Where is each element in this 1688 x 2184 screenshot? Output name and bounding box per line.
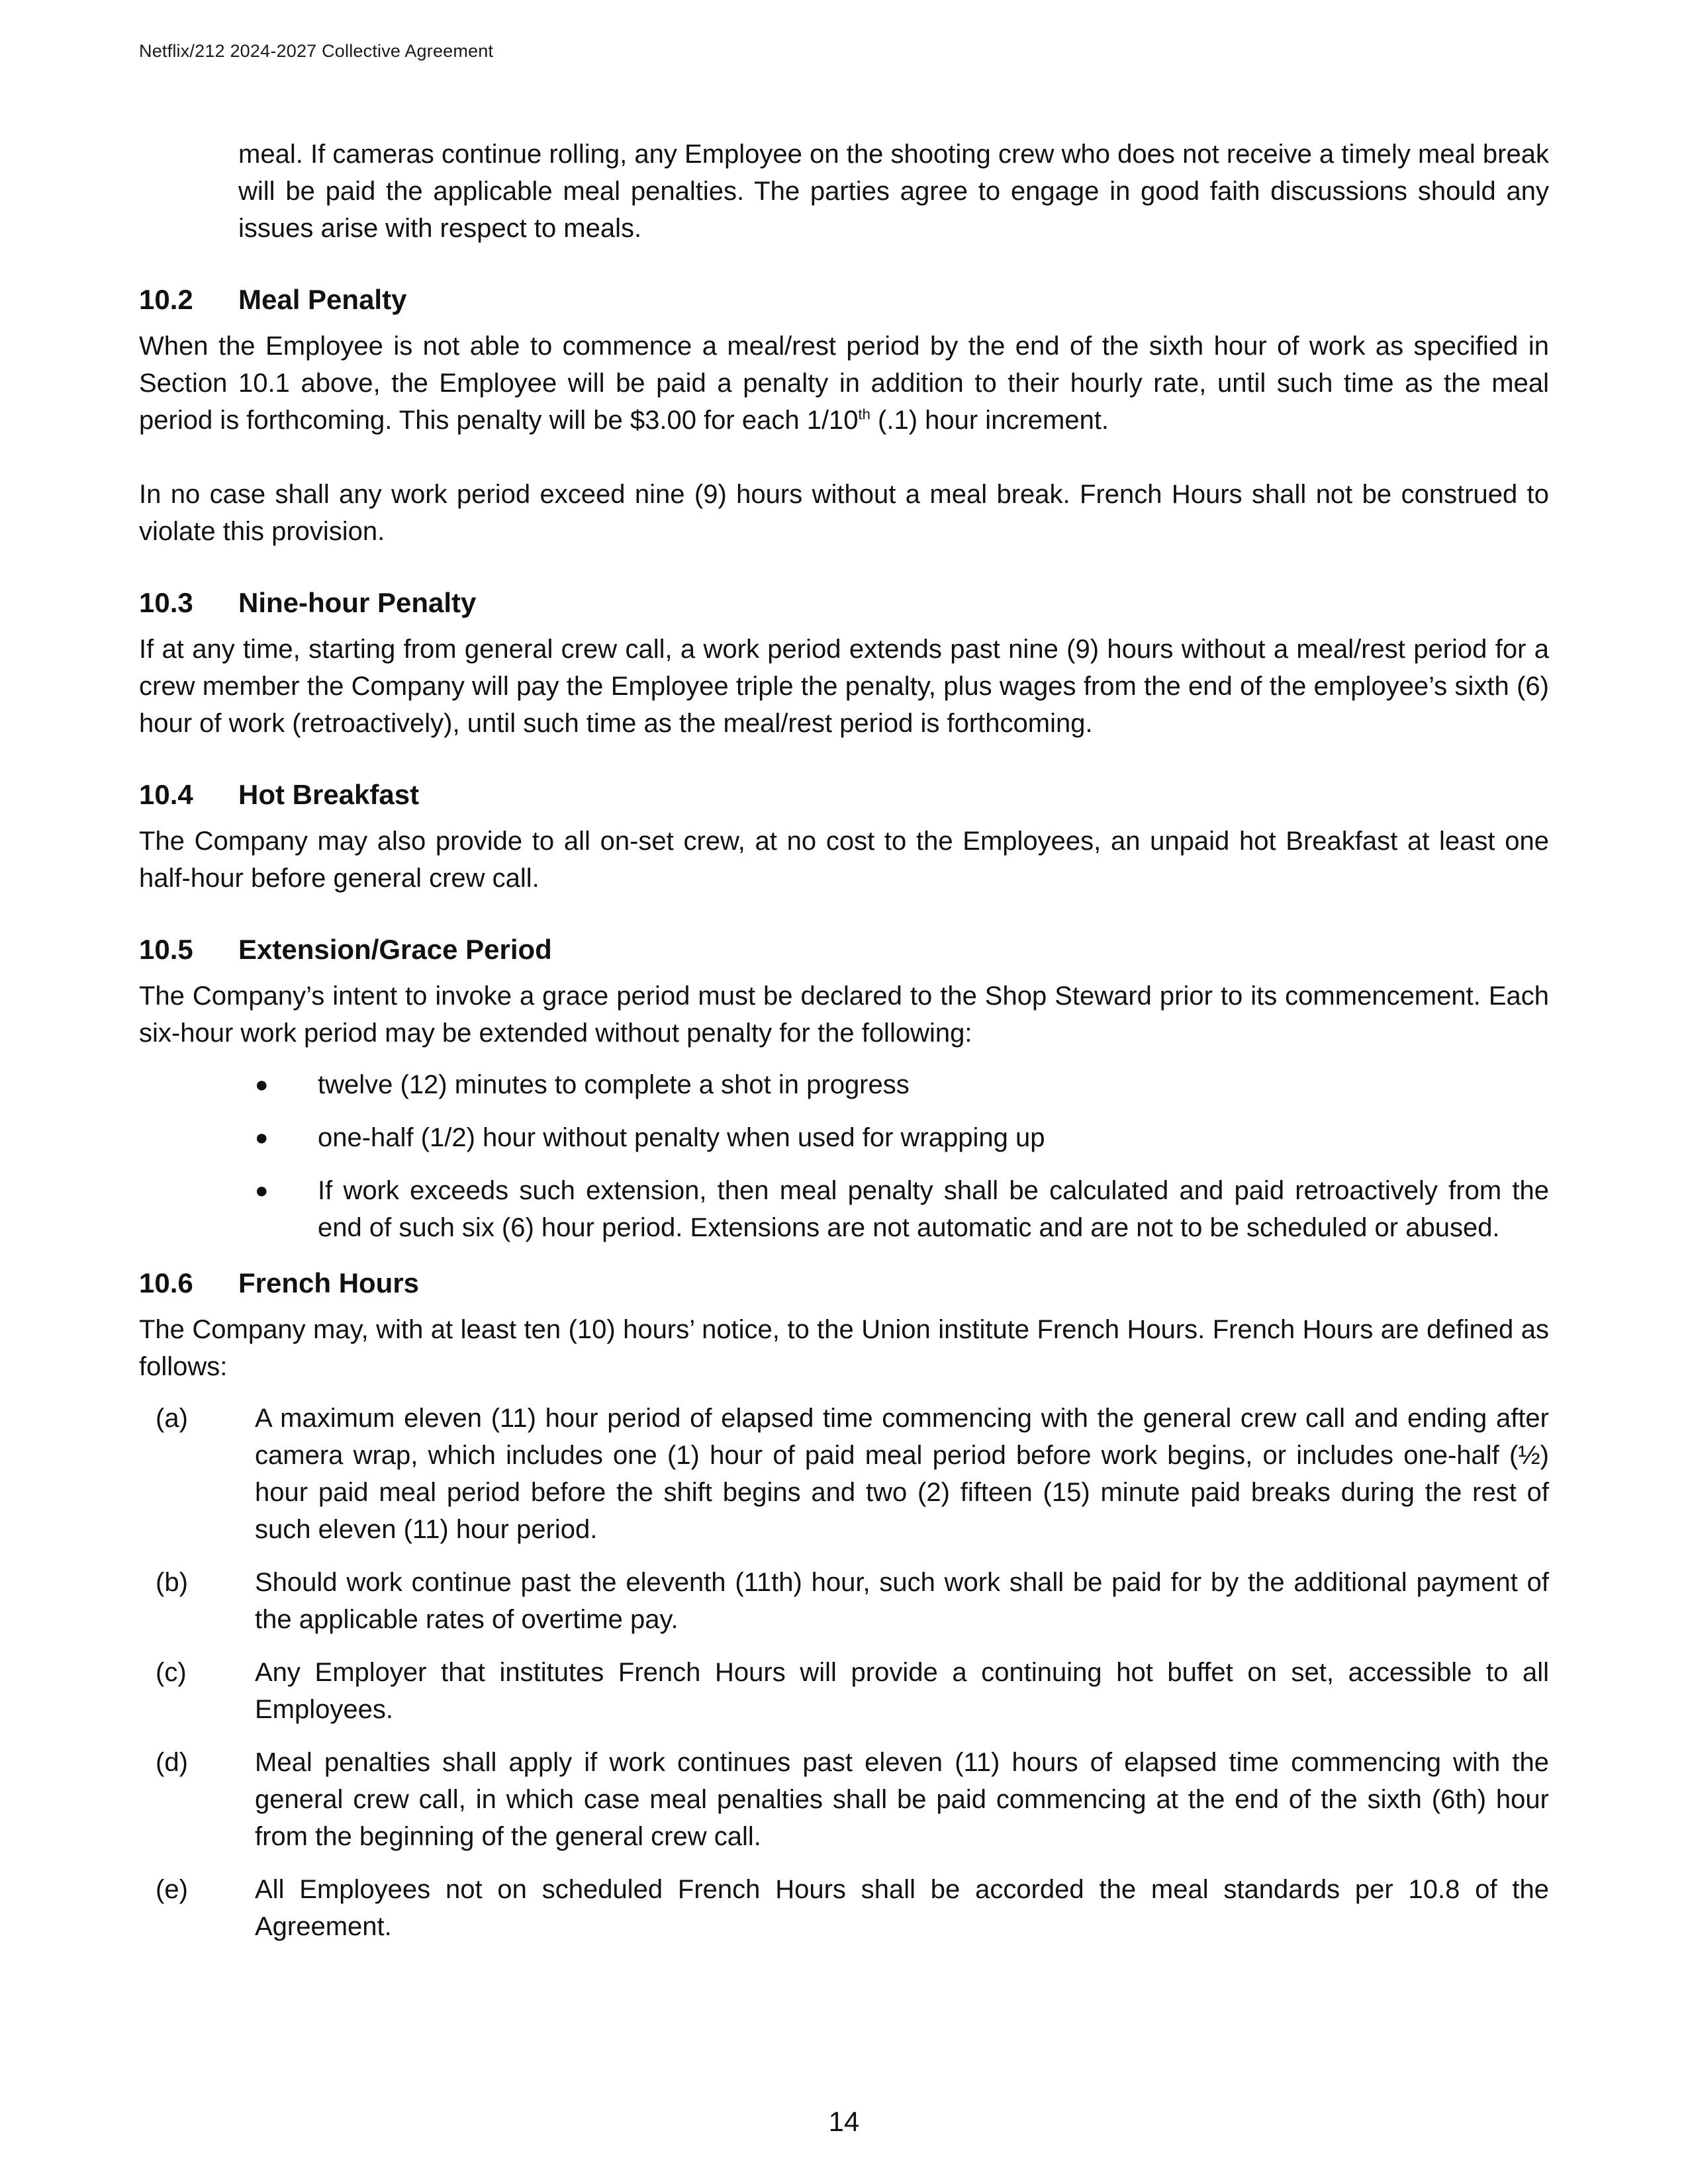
list-item-text: Meal penalties shall apply if work continues past eleven (11) hours of elapsed time commencing with the general crew call, in which case meal penalties shall be paid commencing at the end of the sixth (6th) hour from the beginning of the general crew call. [255, 1748, 1549, 1851]
section-number: 10.5 [139, 934, 193, 965]
item-label: (e) [156, 1875, 188, 1904]
paragraph-text-tail: (.1) hour increment. [870, 406, 1109, 435]
section-10-2 [139, 281, 1549, 550]
list-item [139, 1564, 1549, 1638]
section-paragraph: In no case shall any work period exceed nine (9) hours without a meal break. French Hours shall not be construed to violate this provision. [139, 480, 1549, 546]
list-item [139, 1654, 1549, 1728]
section-title: Extension/Grace Period [238, 934, 552, 965]
section-paragraph: The Company’s intent to invoke a grace period must be declared to the Shop Steward prior to its commencement. Each six-hour work period may be extended without penalty for the following: [139, 981, 1549, 1048]
section-paragraph: The Company may, with at least ten (10) hours’ notice, to the Union institute French Hours. French Hours are defined as follows: [139, 1315, 1549, 1381]
bullet-icon: ● [255, 1178, 269, 1203]
section-number: 10.2 [139, 284, 193, 315]
item-label: (d) [156, 1748, 188, 1777]
list-item-text: A maximum eleven (11) hour period of elapsed time commencing with the general crew call and ending after camera wrap, which includes one (1) hour of paid meal period before work begins, or includes one-half (½) hour paid meal period before the shift begins and two (2) fifteen (15) minute paid breaks during the rest of such eleven (11) hour period. [255, 1404, 1549, 1544]
list-item [139, 1400, 1549, 1548]
list-item [139, 1172, 1549, 1246]
section-body [139, 631, 1549, 742]
list-item-text: All Employees not on scheduled French Hours shall be accorded the meal standards per 10.8 of the Agreement. [255, 1875, 1549, 1941]
bullet-list [139, 1066, 1549, 1246]
section-number: 10.6 [139, 1267, 193, 1298]
lettered-list [139, 1400, 1549, 1945]
section-heading [139, 584, 1549, 621]
section-heading [139, 776, 1549, 813]
section-body [139, 823, 1549, 897]
section-10-4 [139, 776, 1549, 897]
section-heading [139, 931, 1549, 968]
item-label: (a) [156, 1404, 188, 1433]
section-10-5 [139, 931, 1549, 1246]
superscript: th [858, 406, 870, 423]
list-item [139, 1871, 1549, 1945]
section-title: Nine-hour Penalty [238, 587, 477, 618]
page-number: 14 [828, 2106, 860, 2137]
list-item [139, 1066, 1549, 1103]
section-paragraph [139, 328, 1549, 439]
section-number: 10.3 [139, 587, 193, 618]
section-body [139, 328, 1549, 550]
section-heading [139, 1265, 1549, 1302]
running-header: Netflix/212 2024-2027 Collective Agreement [139, 41, 494, 61]
section-paragraph: The Company may also provide to all on-set crew, at no cost to the Employees, an unpaid hot Breakfast at least one half-hour before general crew call. [139, 827, 1549, 893]
list-item-text: twelve (12) minutes to complete a shot in progress [318, 1070, 910, 1099]
section-title: Meal Penalty [238, 284, 407, 315]
paragraph-text: When the Employee is not able to commence a meal/rest period by the end of the sixth hour of work as specified in Section 10.1 above, the Employee will be paid a penalty in addition to their hourly rate, until such time as the meal period is forthcoming. This penalty will be $3.00 for each 1/10 [139, 332, 1549, 435]
section-heading [139, 281, 1549, 318]
list-item-text: one-half (1/2) hour without penalty when used for wrapping up [318, 1123, 1045, 1152]
section-title: Hot Breakfast [238, 779, 420, 810]
section-title: French Hours [238, 1267, 420, 1298]
list-item-text: Any Employer that institutes French Hours will provide a continuing hot buffet on set, accessible to all Employees. [255, 1658, 1549, 1724]
item-label: (c) [156, 1658, 187, 1687]
section-body [139, 978, 1549, 1246]
section-number: 10.4 [139, 779, 193, 810]
bullet-icon: ● [255, 1125, 269, 1150]
section-10-3 [139, 584, 1549, 742]
bullet-icon: ● [255, 1072, 269, 1097]
item-label: (b) [156, 1568, 188, 1597]
section-body [139, 1311, 1549, 1945]
list-item-text: Should work continue past the eleventh (11th) hour, such work shall be paid for by the additional payment of the applicable rates of overtime pay. [255, 1568, 1549, 1634]
list-item [139, 1119, 1549, 1156]
continuation-paragraph: meal. If cameras continue rolling, any Employee on the shooting crew who does not receive a timely meal break will be paid the applicable meal penalties. The parties agree to engage in good faith discussions should any issues arise with respect to meals. [238, 140, 1549, 243]
section-10-6 [139, 1265, 1549, 1945]
section-paragraph: If at any time, starting from general crew call, a work period extends past nine (9) hours without a meal/rest period for a crew member the Company will pay the Employee triple the penalty, plus wages from the end of the employee’s sixth (6) hour of work (retroactively), until such time as the meal/rest period is forthcoming. [139, 635, 1549, 738]
page-content [139, 136, 1549, 1961]
list-item-text: If work exceeds such extension, then meal penalty shall be calculated and paid retroactively from the end of such six (6) hour period. Extensions are not automatic and are not to be scheduled or abused. [318, 1176, 1549, 1242]
list-item [139, 1744, 1549, 1855]
